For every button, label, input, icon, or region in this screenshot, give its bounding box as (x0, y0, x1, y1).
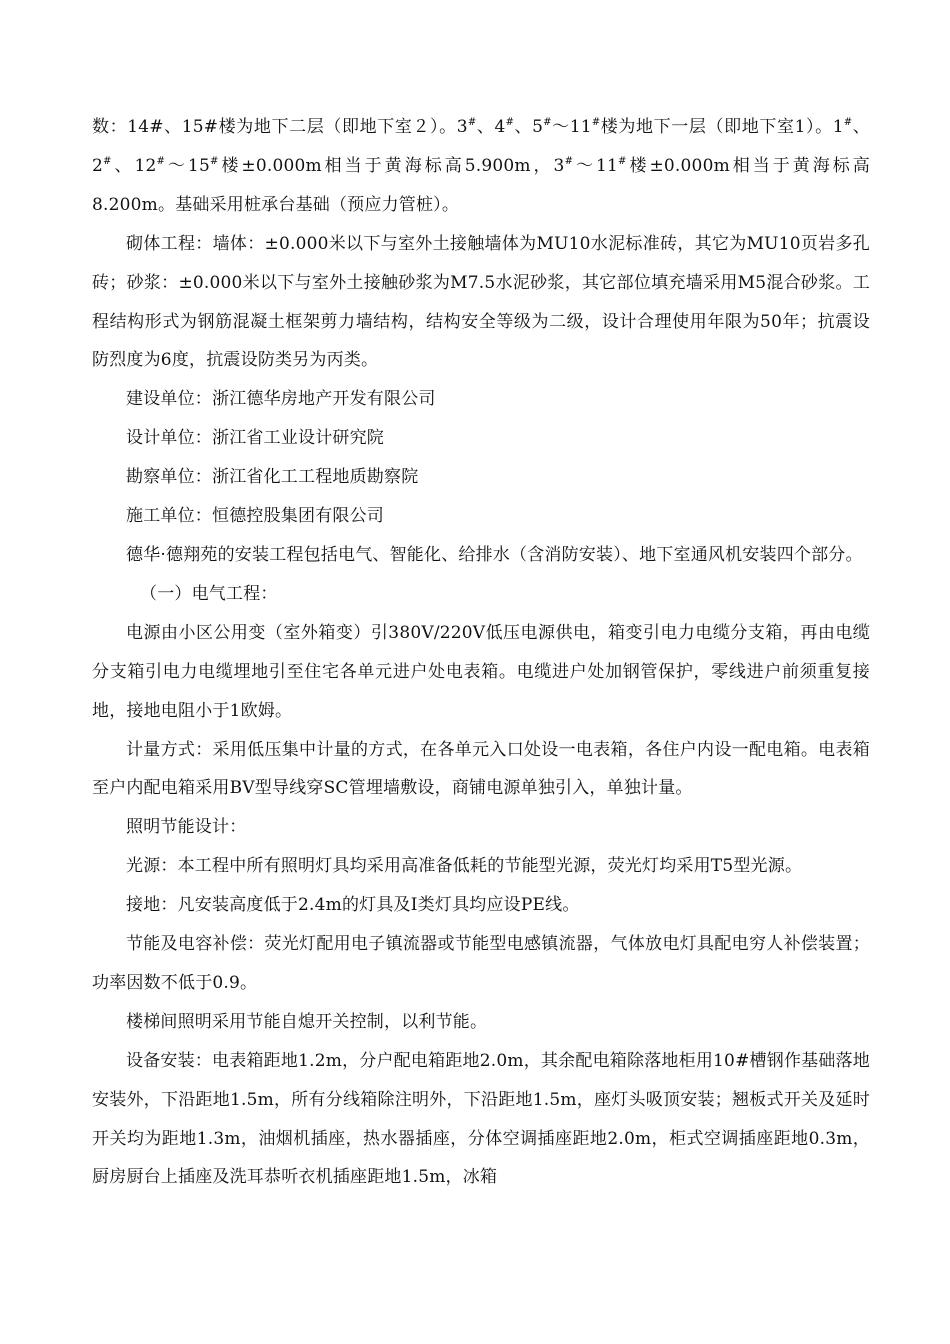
superscript-mark: # (591, 117, 601, 128)
para-capacitor-compensation (92, 925, 870, 1003)
text-run: 、5 (514, 117, 544, 137)
para-light-source (92, 847, 870, 886)
text-run: ～11 (551, 117, 592, 137)
text-run: ～11 (573, 155, 619, 176)
superscript-mark: # (543, 117, 552, 128)
text-run: 计量方式：采用低压集中计量的方式，在各单元入口处设一电表箱，各住户内设一配电箱。电表箱至户内配电箱采用BV型导线穿SC管埋墙敷设，商铺电源单独引入，单独计量。 (92, 739, 870, 799)
text-run: 施工单位：恒德控股集团有限公司 (126, 506, 384, 527)
para-survey-unit (92, 458, 870, 497)
superscript-mark: # (843, 117, 853, 128)
text-run: 电源由小区公用变（室外箱变）引380V/220V低压电源供电，箱变引电力电缆分支箱，再由电缆分支箱引电力电缆埋地引至住宅各单元进户处电表箱。电缆进户处加钢管保护，零线进户前须重复接地，接地电阻小于1欧姆。 (92, 622, 870, 721)
text-run: 楼±0.000m相当于黄海标高8.200m。基础采用桩承台基础（预应力管桩）。 (92, 155, 871, 215)
text-run: 德华·德翔苑的安装工程包括电气、智能化、给排水（含消防安装）、地下室通风机安装四个部分。 (126, 544, 863, 565)
section-heading-electrical (92, 575, 870, 614)
text-run: ～15 (165, 155, 210, 176)
para-installation-scope (92, 536, 870, 575)
text-run: 建设单位：浙江德华房地产开发有限公司 (126, 389, 436, 410)
text-run: 楼±0.000m相当于黄海标高5.900m，3 (218, 155, 565, 176)
para-contractor-unit (92, 497, 870, 536)
superscript-mark: # (209, 155, 219, 167)
text-run: 光源：本工程中所有照明灯具均采用高准备低耗的节能型光源，荧光灯均采用T5型光源。 (126, 856, 803, 877)
text-run: 楼为地下一层（即地下室1）。1 (600, 117, 844, 137)
para-design-unit (92, 419, 870, 458)
para-equipment-install (92, 1042, 870, 1198)
text-run: 设计单位：浙江省工业设计研究院 (126, 428, 384, 449)
text-run: 节能及电容补偿：荧光灯配用电子镇流器或节能型电感镇流器，气体放电灯具配电穷人补偿装置；功率因数不低于0.9。 (92, 934, 870, 993)
superscript-mark: # (505, 117, 515, 128)
para-construction-unit (92, 380, 870, 419)
superscript-mark: # (156, 155, 166, 167)
para-masonry (92, 225, 870, 381)
text-run: 楼梯间照明采用节能自熄开关控制，以利节能。 (126, 1011, 488, 1032)
para-stair-lighting (92, 1003, 870, 1042)
document-page (92, 108, 870, 1197)
superscript-mark: # (103, 155, 112, 167)
text-run: 勘察单位：浙江省化工工程地质勘察院 (126, 467, 419, 488)
superscript-mark: # (467, 117, 477, 128)
para-building-layers (92, 108, 870, 225)
para-grounding (92, 886, 870, 925)
text-run: 接地：凡安装高度低于2.4m的灯具及I类灯具均应设PE线。 (126, 895, 580, 916)
text-run: 、2 (92, 117, 871, 176)
text-run: 、12 (111, 155, 157, 176)
superscript-mark: # (618, 155, 627, 167)
text-run: 砌体工程：墙体：±0.000米以下与室外土接触墙体为MU10水泥标准砖，其它为MU10页岩多孔砖；砂浆：±0.000米以下与室外土接触砂浆为M7.5水泥砂浆，其它部位填充墙采用M5混合砂浆。工程结构形式为钢筋混凝土框架剪力墙结构，结构安全等级为二级，设计合理使用年限为50年；抗震设防烈度为6度，抗震设防类另为丙类。 (92, 233, 870, 371)
text-run: 、4 (476, 117, 506, 137)
superscript-mark: # (564, 155, 574, 167)
text-run: 设备安装：电表箱距地1.2m，分户配电箱距地2.0m，其余配电箱除落地柜用10#槽钢作基础落地安装外，下沿距地1.5m，所有分线箱除注明外，下沿距地1.5m，座灯头吸顶安装；翘板式开关及延时开关均为距地1.3m，油烟机插座，热水器插座，分体空调插座距地2.0m，柜式空调插座距地0.3m，厨房厨台上插座及洗耳恭听衣机插座距地1.5m，冰箱 (92, 1050, 870, 1188)
para-lighting-design-heading (92, 808, 870, 847)
text-run: （一）电气工程： (140, 583, 278, 604)
para-metering (92, 731, 870, 809)
text-run: 数：14#、15#楼为地下二层（即地下室２）。3 (92, 117, 468, 137)
para-power-source (92, 614, 870, 731)
text-run: 照明节能设计： (126, 817, 247, 838)
